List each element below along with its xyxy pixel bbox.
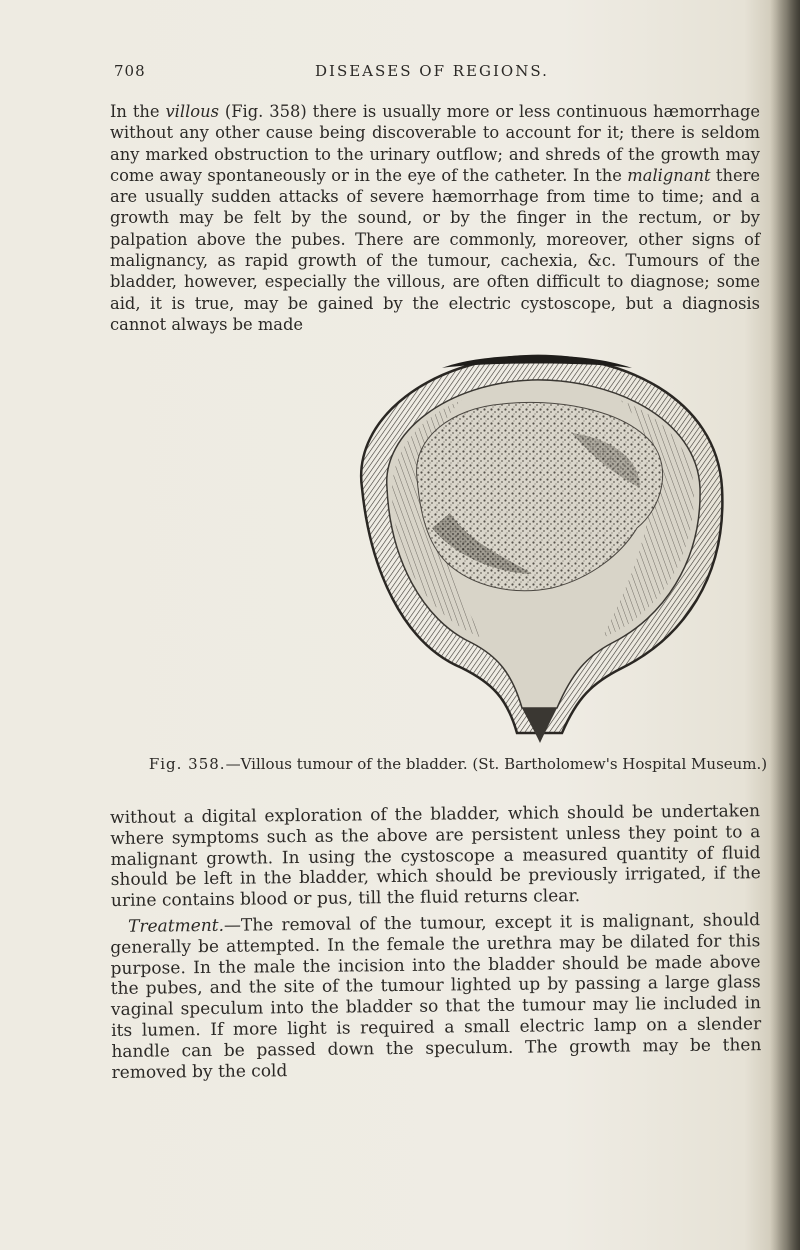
paragraph-text: (Fig. 358) there is usually more or less continuous hæmorrhage without any other cause being discoverable to account for it; there is seldom any marked obstruction to the urinary outflow; and shreds of the growth may come away spontaneously or in the eye of the catheter. In the: [110, 102, 760, 185]
figure-label: Fig. 358.: [148, 755, 226, 773]
figure-caption-text: —Villous tumour of the bladder. (St. Bartholomew's Hospital Museum.): [225, 755, 768, 773]
tumour-engraving: [322, 338, 742, 748]
page-number: 708: [114, 62, 146, 80]
figure-villous-tumour-illustration: [322, 338, 742, 748]
paragraph-text: —The removal of the tumour, except it is malignant, should generally be attempted. In the female the urethra may be dilated for this purpose. In the male the incision into the bladder should be made above the pubes, and the site of the tumour lighted up by passing a large glass vaginal speculum into the bladder so that the tumour may lie included in its lumen. If more light is required a small electric lamp on a slender handle can be passed down the speculum. The growth may be then removed by the cold: [110, 910, 762, 1083]
treatment-heading: Treatment.: [127, 915, 225, 937]
figure-caption: [148, 755, 768, 774]
paragraph-cystoscope: without a digital exploration of the bladder, which should be undertaken where symptoms such as the above are persistent unless they point to a malignant growth. In using the cystoscope a measured quantity of fluid should be left in the bladder, which should be previously irrigated, if the urine contains blood or pus, till the fluid returns clear.: [110, 801, 761, 912]
paragraph-text: there are usually sudden attacks of severe hæmorrhage from time to time; and a growth may be felt by the sound, or by the finger in the rectum, or by palpation above the pubes. There are commonly, moreover, other signs of malignancy, as rapid growth of the tumour, cachexia, &c. Tumours of the bladder, however, especially the villous, are often difficult to diagnose; some aid, it is true, may be gained by the electric cystoscope, but a diagnosis cannot always be made: [110, 165, 760, 334]
running-header: [110, 62, 750, 86]
paragraph-diagnosis: [110, 101, 760, 335]
paragraph-text: In the: [110, 102, 166, 121]
page-binding-shadow: [770, 0, 800, 1250]
emphasis-term: malignant: [627, 165, 711, 185]
running-title: DISEASES OF REGIONS.: [315, 62, 549, 80]
emphasis-term: villous: [165, 102, 219, 121]
paragraph-treatment: [110, 910, 762, 1083]
